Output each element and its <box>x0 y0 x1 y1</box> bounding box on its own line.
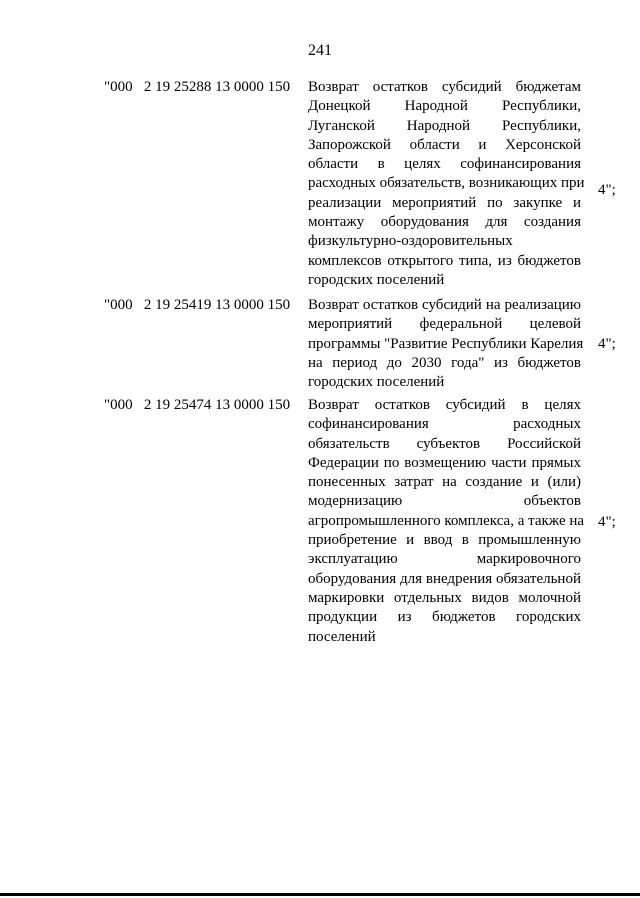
description-line: физкультурно-оздоровительных <box>308 233 513 250</box>
description-line: Донецкой Народной Республики, <box>308 98 581 115</box>
description-line: оборудования для внедрения обязательной <box>308 570 581 587</box>
row-value: 4"; <box>598 514 616 530</box>
classification-code: "000 2 19 25288 13 0000 150 <box>104 79 291 95</box>
description-line: монтажу оборудования для создания <box>308 214 581 231</box>
description-line: Возврат остатков субсидий бюджетам <box>308 79 581 95</box>
description-line: комплексов открытого типа, из бюджетов <box>308 252 581 269</box>
description-line: эксплуатацию маркировочного <box>308 551 581 568</box>
scan-bottom-edge <box>0 893 640 896</box>
description-line: Запорожской области и Херсонской <box>308 136 581 153</box>
description-line: обязательств субъектов Российской <box>308 435 581 452</box>
description-line: Федерации по возмещению части прямых <box>308 454 581 471</box>
description-line: Возврат остатков субсидий в целях <box>308 397 581 413</box>
row-value: 4"; <box>598 182 616 198</box>
row-description <box>308 396 585 647</box>
description-line: приобретение и ввод в промышленную <box>308 532 581 549</box>
description-line: модернизацию объектов <box>308 493 581 510</box>
row-value: 4"; <box>598 336 616 352</box>
description-line: понесенных затрат на создание и (или) <box>308 474 581 491</box>
description-line: на период до 2030 года" из бюджетов <box>308 354 581 371</box>
description-line: Возврат остатков субсидий на реализацию <box>308 297 581 313</box>
description-line: продукции из бюджетов городских <box>308 609 581 626</box>
description-line: мероприятий федеральной целевой <box>308 316 581 333</box>
description-line: маркировки отдельных видов молочной <box>308 589 581 606</box>
classification-code: "000 2 19 25474 13 0000 150 <box>104 397 291 413</box>
description-line: реализации мероприятий по закупке и <box>308 194 581 211</box>
description-line: области в целях софинансирования <box>308 156 581 173</box>
description-line: поселений <box>308 628 376 645</box>
description-line: расходных обязательств, возникающих при <box>308 175 585 192</box>
row-description <box>308 78 585 290</box>
description-line: агропромышленного комплекса, а также на <box>308 512 585 529</box>
description-line: городских поселений <box>308 374 445 391</box>
description-line: городских поселений <box>308 271 445 288</box>
description-line: софинансирования расходных <box>308 416 581 433</box>
page-number: 241 <box>308 42 332 59</box>
classification-code: "000 2 19 25419 13 0000 150 <box>104 297 291 313</box>
description-line: Луганской Народной Республики, <box>308 117 581 134</box>
row-description <box>308 296 584 392</box>
description-line: программы "Развитие Республики Карелия <box>308 335 584 352</box>
